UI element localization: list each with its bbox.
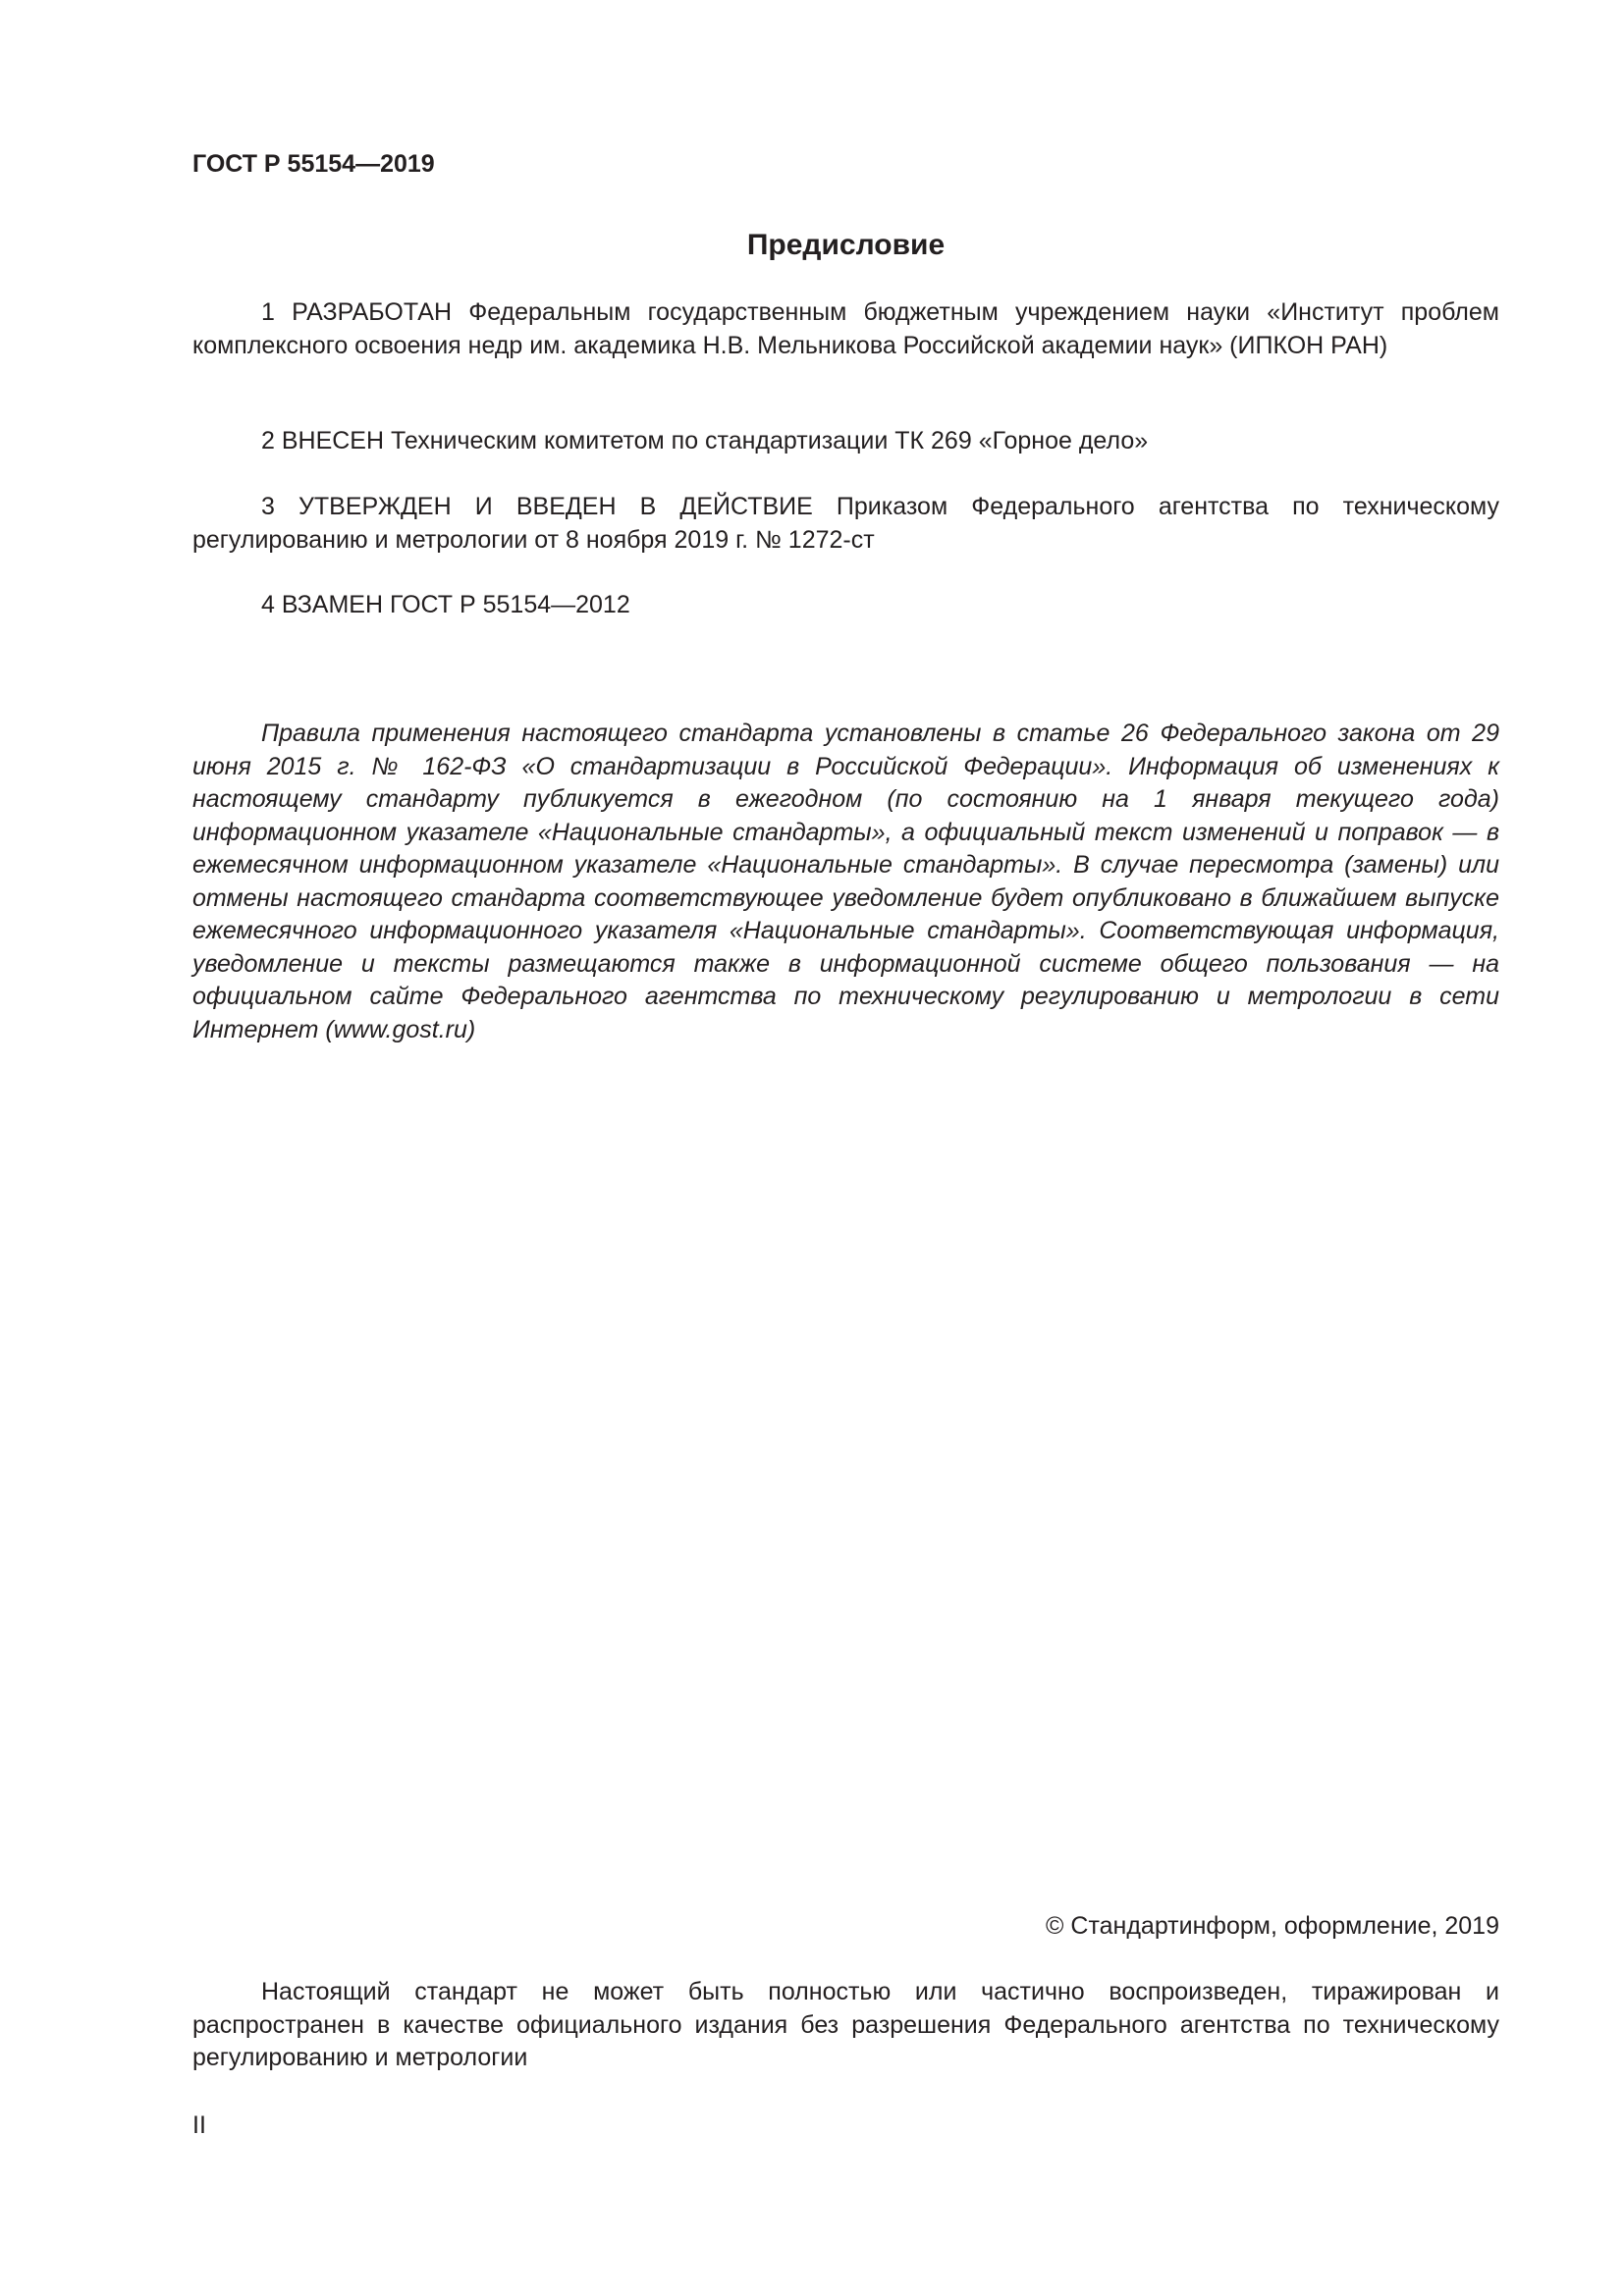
preface-item-approved: 3 УТВЕРЖДЕН И ВВЕДЕН В ДЕЙСТВИЕ Приказом Федерального агентства по техническому регулированию и метрологии от 8 ноября 2019 г. № 1272-ст xyxy=(192,493,1499,554)
section-title: Предисловие xyxy=(746,229,946,261)
document-code: ГОСТ Р 55154—2019 xyxy=(192,150,435,178)
preface-item-submitted: 2 ВНЕСЕН Техническим комитетом по стандартизации ТК 269 «Горное дело» xyxy=(261,427,1149,454)
legal-note: Правила применения настоящего стандарта установлены в статье 26 Федерального закона от 29 июня 2015 г. № 162-ФЗ «О стандартизации в Российской Федерации». Информация об изменениях к настоящему стандарту публикуется в ежегодном (по состоянию на 1 января текущего года) информационном указателе «Национальные стандарты», а официальный текст изменений и поправок — в ежемесячном информационном указателе «Национальные стандарты». В случае пересмотра (замены) или отмены настоящего стандарта соответствующее уведомление будет опубликовано в ближайшем выпуске ежемесячного информационного указателя «Национальные стандарты». Соответствующая информация, уведомление и тексты размещаются также в информационной системе общего пользования — на официальном сайте Федерального агентства по техническому регулированию и метрологии в сети Интернет (www.gost.ru) xyxy=(192,720,1499,1043)
preface-item-developed: 1 РАЗРАБОТАН Федеральным государственным бюджетным учреждением науки «Институт проблем комплексного освоения недр им. академика Н.В. Мельникова Российской академии наук» (ИПКОН РАН) xyxy=(192,298,1499,359)
page-number: II xyxy=(192,2111,206,2139)
reproduction-notice: Настоящий стандарт не может быть полностью или частично воспроизведен, тиражирован и распространен в качестве официального издания без разрешения Федерального агентства по техническому регулированию и метрологии xyxy=(192,1978,1499,2071)
preface-item-replaces: 4 ВЗАМЕН ГОСТ Р 55154—2012 xyxy=(261,591,630,618)
copyright-line: © Стандартинформ, оформление, 2019 xyxy=(1046,1912,1499,1940)
